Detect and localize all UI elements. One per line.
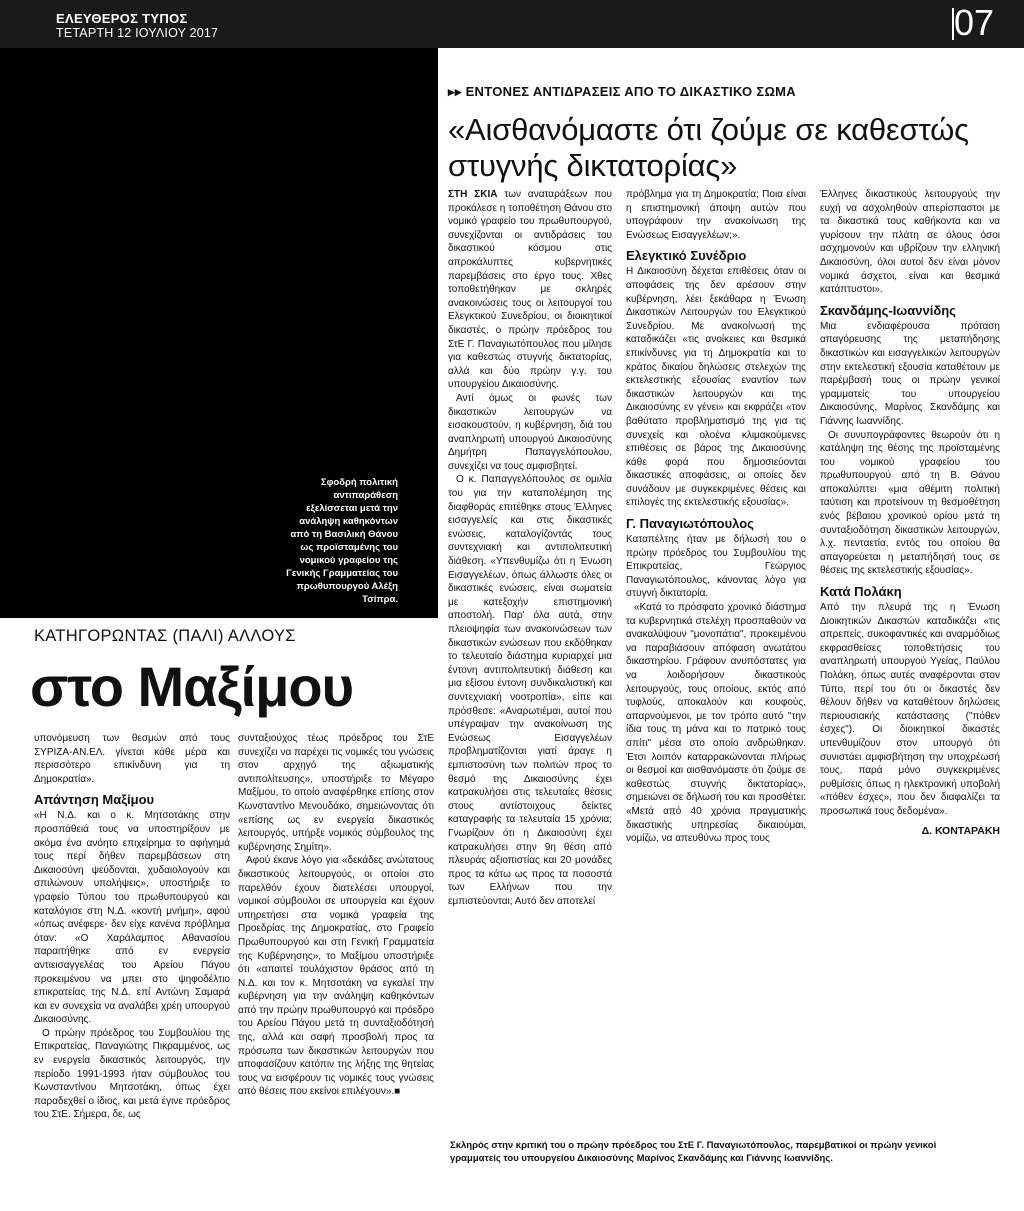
right-article-kicker: ▸▸ ΕΝΤΟΝΕΣ ΑΝΤΙΔΡΑΣΕΙΣ ΑΠΟ ΤΟ ΔΙΚΑΣΤΙΚΟ ΣΩΜΑ — [448, 84, 797, 99]
left-article-column-1 — [34, 732, 230, 1122]
paragraph: Η Δικαιοσύνη δέχεται επιθέσεις όταν οι αποφάσεις της δεν αρέσουν στην κυβέρνηση, λέει ξεκάθαρα η Ένωση Δικαστικών Λειτουργών του Ελεγκτικού Συνεδρίου. Με ανακοίνωσή της καταδικάζει «τις ανοίκειες και θεσμικά επικίνδυνες για τη Δημοκρατία και το κράτος δικαίου δηλώσεις στελεχών της εκτελεστικής εξουσίας εναντίον των δικαστικών λειτουργών και της Δικαιοσύνης εν γένει» και εκφράζει «τον βαθύτατο προβληματισμό της για τις συνεχείς και ολοένα κλιμακούμενες επιθέσεις σε βάρος της Δικαιοσύνης κάθε φορά που δημοσιεύονται δικαστικές αποφάσεις, οι οποίες δεν συνάδουν με συγκεκριμένες θέσεις και επιλογές της εκτελεστικής εξουσίας». — [626, 266, 806, 509]
paragraph: Καταπέλτης ήταν με δήλωσή του ο πρώην πρόεδρος του Συμβουλίου της Επικρατείας, Γεώργιος Παναγιωτόπουλος, κάνοντας λόγο για στυγνή δικτατορία. — [626, 534, 806, 600]
paragraph — [448, 188, 612, 392]
photo-caption: Σφοδρή πολιτική αντιπαράθεση εξελίσσεται μετά την ανάληψη καθηκόντων από τη Βασιλική Θάνου ως προϊσταμένης του νομικού γραφείου της Γενικής Γραμματείας του πρωθυπουργού Αλέξη Τσίπρα. — [286, 477, 398, 605]
right-article-column-2 — [626, 188, 806, 846]
paragraph: Αφού έκανε λόγο για «δεκάδες ανώτατους δικαστικούς λειτουργούς, οι οποίοι στο παρελθόν έχουν διατελέσει υπουργοί, νομικοί σύμβουλοι σε υπουργεία και έχουν υπηρετήσει στα νομικά γραφεία της Προεδρίας της Δημοκρατίας, στο Γραφείο Πρωθυπουργού και στη Γενική Γραμματεία της Κυβέρνησης», το Μαξίμου υποστήριξε ότι «απαιτεί τουλάχιστον θράσος από τη Ν.Δ. και τον κ. Μητσοτάκη να εγκαλεί την κυβέρνηση για την ανάληψη καθηκόντων από την πρώην πρωθυπουργό και πρόεδρο του Αρείου Πάγου μετά τη συνταξιοδότησή της, αλλά και σαφή προσβολή προς τα πρόσωπα των δικαστικών λειτουργών που αποφασίζουν κατόπιν της λήξης της θητείας τους να εισφέρουν τις νομικές τους γνώσεις από θέσεις που εκείνοι επιλέγουν».■ — [238, 855, 434, 1098]
lead-in: ΣΤΗ ΣΚΙΑ — [448, 189, 498, 200]
paragraph-text: των αναταράξεων που προκάλεσε η τοποθέτηση Θάνου στο νομικό γραφείο του πρωθυπουργού, συνεχίζονται οι αντιδράσεις του δικαστικού κόσμου στις απροκάλυπτες κυβερνητικές παρεμβάσεις στο έργο τους. Χθες τοποθετήθηκαν με σκληρές ανακοινώσεις τους οι λειτουργοί του Ελεγκτικού Συνεδρίου, οι διοικητικοί δικαστές, ο πρώην πρόεδρος του ΣτΕ Γ. Παναγιωτόπουλος που μίλησε για καθεστώς στυγνής δικτατορίας, αλλά και δύο πρώην γ.γ. του υπουργείου Δικαιοσύνης. — [448, 189, 612, 391]
publication-date: ΤΕΤΑΡΤΗ 12 ΙΟΥΛΙΟΥ 2017 — [56, 26, 219, 40]
paragraph: Ο κ. Παπαγγελόπουλος σε ομιλία του για την καταπολέμηση της διαφθοράς επιτέθηκε στους Έλληνες εισαγγελείς και στις δικαστικές ενώσεις, καταλογίζοντάς τους συντεχνιακή και αντιπολιτευτική διάθεση. «Υπενθυμίζω ότι η Ένωση Εισαγγελέων, όπως άλλωστε όλες οι δικαστικές ενώσεις, είναι σωματεία με κατεξοχήν επιστημονική αποστολή. Παρ' όλα αυτά, στην πλειοψηφία των ανακοινώσεων των δικαστικών ενώσεων που εκδόθηκαν το τελευταίο διάστημα κυριαρχεί μια έντονη αντιπολιτευτική διάθεση και μια εξίσου έντονη συνδικαλιστική και συντεχνιακή νοοτροπία», είπε και πρόσθεσε: «Αναρωτιέμαι, αυτοί που υπέγραψαν την ανακοίνωση της Ενώσεως Εισαγγελέων προβληματίζονται γιατί άραγε η εμπιστοσύνη των πολιτών προς το θεσμό της Δικαιοσύνης έχει κατρακυλήσει στις τελευταίες θέσεις στους αντίστοιχους δείκτες καταγραφής τα τελευταία 15 χρόνια; Γνωρίζουν ότι η Δικαιοσύνη έχει κατρακυλήσει στην 9η θέση από πλευράς αξιοπιστίας και 20 μονάδες προς τα κάτω ως προς τα ποσοστά των Ελλήνων που την εμπιστεύονται; Αυτό δεν αποτελεί — [448, 474, 612, 907]
subheading: Κατά Πολάκη — [820, 584, 902, 600]
right-article-column-3 — [820, 188, 1000, 838]
right-article-headline: «Αισθανόμαστε ότι ζούμε σε καθεστώς στυγνής δικτατορίας» — [448, 112, 969, 183]
publication-name: ΕΛΕΥΘΕΡΟΣ ΤΥΠΟΣ — [56, 11, 188, 26]
bottom-photo-caption: Σκληρός στην κριτική του ο πρώην πρόεδρος του ΣτΕ Γ. Παναγιωτόπουλος, παρεμβατικοί οι πρώην γενικοί γραμματείς του υπουργείου Δικαιοσύνης Μαρίνος Σκανδάμης και Γιάννης Ιωαννίδης. — [450, 1140, 937, 1164]
left-article-column-2 — [238, 732, 434, 1099]
paragraph: Αντί όμως οι φωνές των δικαστικών λειτουργών να εισακουστούν, η κυβέρνηση, διά του αναπληρωτή υπουργού Δικαιοσύνης Δημήτρη Παπαγγελόπουλου, συνεχίζει να τους αμφισβητεί. — [448, 392, 612, 472]
paragraph: πρόβλημα για τη Δημοκρατία; Ποια είναι η επιστημονική άποψη αυτών που υπογράφουν την ανακοίνωση της Ενώσεως Εισαγγελέων;». — [626, 189, 806, 241]
paragraph: Από την πλευρά της η Ένωση Διοικητικών Δικαστών καταδικάζει «τις απρεπείς, συκοφαντικές και αναρμόδιως εκφρασθείσες τοποθετήσεις του αναπληρωτή υπουργού Υγείας, Παύλου Πολάκη, όπως αυτές αναφέρονται στον Τύπο, περί του ότι οι δικαστές δεν θέλουν δήθεν να καταθέτουν δηλώσεις περιουσιακής κατάστασης ("πόθεν έσχες"). Οι διοικητικοί δικαστές υπενθυμίζουν στον υπουργό ότι συνιστάει αμφισβήτηση την υποχρέωσή τους, παρά μόνο συγκεκριμένες ρυθμίσεις όπως η ηλεκτρονική υποβολή «πόθεν έσχες», που δεν διαφαλίζει τα προσωπικά τους δεδομένα». — [820, 602, 1000, 817]
subheading: Σκανδάμης-Ιωαννίδης — [820, 302, 956, 318]
left-article-kicker: ΚΑΤΗΓΟΡΩΝΤΑΣ (ΠΑΛΙ) ΑΛΛΟΥΣ — [34, 627, 296, 645]
paragraph: Ο πρώην πρόεδρος του Συμβουλίου της Επικρατείας, Παναγιώτης Πικραμμένος, ως εν ενεργεία δικαστικός λειτουργός, την περίοδο 1991-1993 ήταν σύμβουλος του Κωνσταντίνου Μητσοτάκη, όπως έχει παραδεχθεί ο ίδιος, και μετά έγινε πρόεδρος του ΣτΕ. Σήμερα, δε, ως — [34, 1027, 230, 1121]
author-signature: Δ. ΚΟΝΤΑΡΑΚΗ — [921, 824, 1000, 837]
paragraph: Έλληνες δικαστικούς λειτουργούς την ευχή να ασχοληθούν απερίσπαστοι με τα δικαστικά τους καθήκοντα και να γυρίσουν την πλάτη σε όλους όσοι ασχημονούν και υβρίζουν την ελληνική Δικαιοσύνη, όλοι αυτοί δεν είναι μόνον νομικά άσχετοι, είναι και θεσμικά κατάπτυστοι». — [820, 189, 1000, 296]
subheading: Ελεγκτικό Συνέδριο — [626, 248, 747, 264]
subheading: Γ. Παναγιωτόπουλος — [626, 516, 754, 532]
right-article-column-1 — [448, 188, 612, 908]
paragraph: συνταξιούχος τέως πρόεδρος του ΣτΕ συνεχίζει να παρέχει τις νομικές του γνώσεις στον αρχηγό της αξιωματικής αντιπολίτευσης», υποστήριξε το Μέγαρο Μαξίμου, το οποίο αναφέρθηκε επίσης στον Κωνσταντίνο Μενουδάκο, σημειώνοντας ότι «επίσης ως εν ενεργεία δικαστικός λειτουργός, υπήρξε νομικός σύμβουλος της κυβέρνησης Σημίτη». — [238, 733, 434, 853]
paragraph: «Κατά το πρόσφατο χρονικό διάστημα τα κυβερνητικά στελέχη προσπαθούν να ανακαλύψουν "μονοπάτια", προκειμένου να παραβιάσουν απόφαση ανωτάτου δικαστηρίου. Γράφουν ανυπόστατες για να λοιδορήσουν δικαστικούς λειτουργούς, τους οποίους, εκτός από τυφλούς, αποκαλούν και κουφούς, απαρνούμενοι, με τον τρόπο αυτό "την ίδια τους τη μάνα και το πατρικό τους σπίτι" μέσα στο οποίο ανδρώθηκαν. Έτσι λοιπόν καταρρακώνονται πλήρως οι θεσμοί και αισθανόμαστε ότι ζούμε σε καθεστώς στυγνής δικτατορίας», σημειώνει σε δήλωσή του και προσθέτει: «Μετά από 40 χρόνια πραγματικής δικαστικής υπηρεσίας δικαιούμαι, νομίζω, να απευθύνω προς τους — [626, 602, 806, 845]
paragraph: «Η Ν.Δ. και ο κ. Μητσοτάκης στην προσπάθειά τους να υποστηρίξουν με ακόμα ένα ανόητο επιχείρημα το αφήγημά τους περί δήθεν παρεμβάσεων στη Δικαιοσύνη ψεύδονται, χυδαιολογούν και σπιλώνουν υπολήψεις», υποστήριξε το γραφείο Τύπου του πρωθυπουργού και καταλόγισε στη Ν.Δ. «κοντή μνήμη», αφού «όπως ανέφερε- δεν είχε κανένα πρόβλημα όταν: «Ο Χαράλαμπος Αθανασίου παραιτήθηκε από εν ενεργεία αντιεισαγγελέας του Αρείου Πάγου προκειμένου να μπει στο ψηφοδέλτιο επικρατείας της Ν.Δ. επί Αντώνη Σαμαρά και εν συνεχεία να αναλάβει χρέη υπουργού Δικαιοσύνης. — [34, 810, 230, 1026]
paragraph: Οι συνυπογράφοντες θεωρούν ότι η κατάληψη της θέσης της προϊσταμένης του νομικού γραφείου του πρωθυπουργού από τη Β. Θάνου αποκαλύπτει «μια αθέμιτη πολιτική ταύτιση και προτείνουν τη θεσμοθέτηση ενός βέβαιου χρονικού ορίου μετά τη συνταξιοδότηση δικαστικών λειτουργών, λ.χ. πενταετία, εντός του οποίου θα απαγορεύεται η μεταπήδησή τους σε θέσεις της εκτελεστικής εξουσίας». — [820, 429, 1000, 577]
left-article-title: στο Μαξίμου — [30, 655, 354, 718]
paragraph: Μια ενδιαφέρουσα πρόταση απαγόρευσης της μεταπήδησης δικαστικών και εισαγγελικών λειτουργών στην εκτελεστική εξουσία καταθέτουν με παρέμβασή τους οι πρώην γενικοί γραμματείς του υπουργείου Δικαιοσύνης, Μαρίνος Σκανδάμης και Γιάννης Ιωαννίδης. — [820, 320, 1000, 427]
subheading: Απάντηση Μαξίμου — [34, 792, 155, 808]
paragraph: υπονόμευση των θεσμών από τους ΣΥΡΙΖΑ-ΑΝ.ΕΛ. γίνεται κάθε μέρα και περισσότερο επικίνδυνη για τη Δημοκρατία». — [34, 733, 230, 785]
page-number: 07 — [953, 2, 994, 43]
